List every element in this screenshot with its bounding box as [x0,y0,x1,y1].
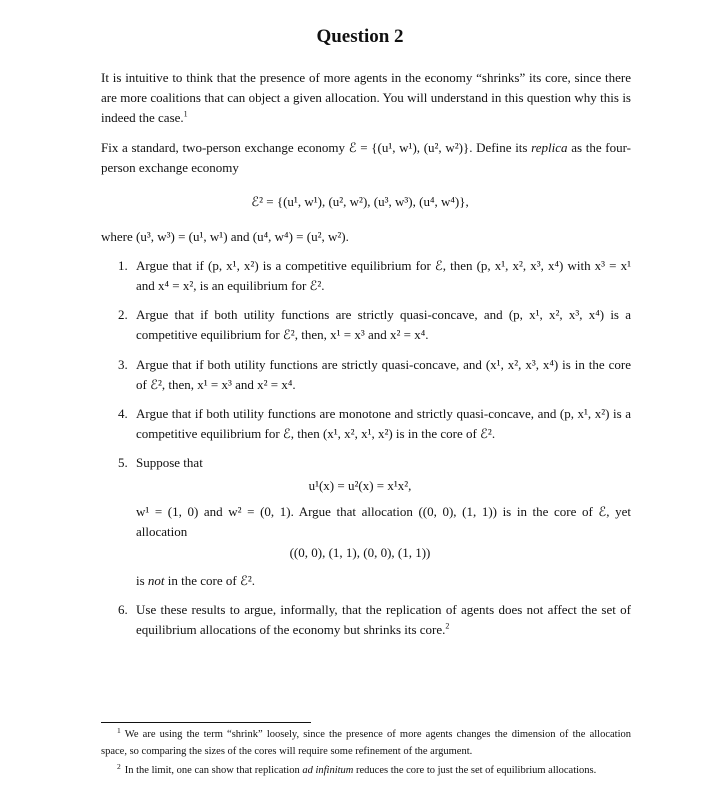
item-text: Argue that if both utility functions are monotone and strictly quasi-concave, and (p, x¹, x²) is a competitive equilibrium for ℰ, then (x¹, x², x¹, x²) is in the core of ℰ². [136,406,631,441]
footnote-marker-2: 2 [445,621,450,631]
item-text: w¹ = (1, 0) and w² = (0, 1). Argue that allocation ((0, 0), (1, 1)) is in the core of ℰ, yet allocation [136,504,631,539]
item-number: 5. [118,455,128,470]
footnote-text-post: reduces the core to just the set of equilibrium allocations. [353,765,597,776]
setup-italic-replica: replica [531,140,568,155]
list-item-5 [101,453,631,473]
list-item-2 [101,305,631,345]
allocation-equation: ((0, 0), (1, 1), (0, 0), (1, 1)) [289,545,431,560]
footnote-1 [101,726,631,760]
item-text: Argue that if both utility functions are strictly quasi-concave, and (x¹, x², x³, x⁴) is in the core of ℰ², then, x¹ = x³ and x² = x⁴. [136,357,631,392]
footnote-italic: ad infinitum [302,765,354,776]
item-text [136,600,631,640]
item-text: Argue that if both utility functions are strictly quasi-concave, and (p, x¹, x², x³, x⁴) is a competitive equilibrium for ℰ², then, x¹ = x³ and x² = x⁴. [136,307,631,342]
list-item-4 [101,404,631,444]
tail-pre: is [136,573,148,588]
item-number: 4. [118,406,128,421]
tail-italic-not: not [147,573,165,588]
item-number: 3. [118,357,128,372]
footnote-text: In the limit, one can show that replication [124,765,303,776]
item-text: Suppose that [136,455,203,470]
list-item-3 [101,355,631,395]
setup-text-2: as the four-person exchange economy [101,140,631,175]
item-text: Argue that if (p, x¹, x²) is a competitive equilibrium for ℰ, then (p, x¹, x², x³, x⁴) with x³ = x¹ and x⁴ = x², is an equilibrium for ℰ². [136,258,631,293]
footnote-number: 1 [117,725,121,735]
setup-text-1: Fix a standard, two-person exchange economy ℰ = {(u¹, w¹), (u², w²)}. Define its [101,140,532,155]
list-item-6 [101,600,631,640]
footnote-marker-1: 1 [183,109,188,119]
item-number: 6. [118,602,128,617]
where-line: where (u³, w³) = (u¹, w¹) and (u⁴, w⁴) = (u², w²). [101,229,349,244]
footnote-2 [101,762,631,779]
intro-text: It is intuitive to think that the presence of more agents in the economy “shrinks” its core, since there are more coalitions that can object a given allocation. You will understand in this question why this is indeed the case. [101,70,631,125]
list-item-5-continued [101,502,631,542]
item-text [136,571,631,591]
intro-paragraph [101,68,631,128]
footnote-text: We are using the term “shrink” loosely, since the presence of more agents changes the dimension of the allocation space, so comparing the sizes of the cores will require some refinement of the argument. [101,729,631,757]
replica-equation: ℰ² = {(u¹, w¹), (u², w²), (u³, w³), (u⁴, w⁴)}, [251,194,469,209]
item6-text: Use these results to argue, informally, that the replication of agents does not affect the set of equilibrium allocations of the economy but shrinks its core. [136,602,631,637]
question-title: Question 2 [316,26,404,47]
utility-equation: u¹(x) = u²(x) = x¹x², [308,478,412,493]
item-number: 1. [118,258,128,273]
item-number: 2. [118,307,128,322]
footnote-number: 2 [117,761,121,771]
list-item-5-tail [101,571,631,591]
list-item-1 [101,256,631,296]
setup-paragraph [101,138,631,178]
tail-post: in the core of ℰ². [164,573,256,588]
footnote-rule [101,722,311,723]
